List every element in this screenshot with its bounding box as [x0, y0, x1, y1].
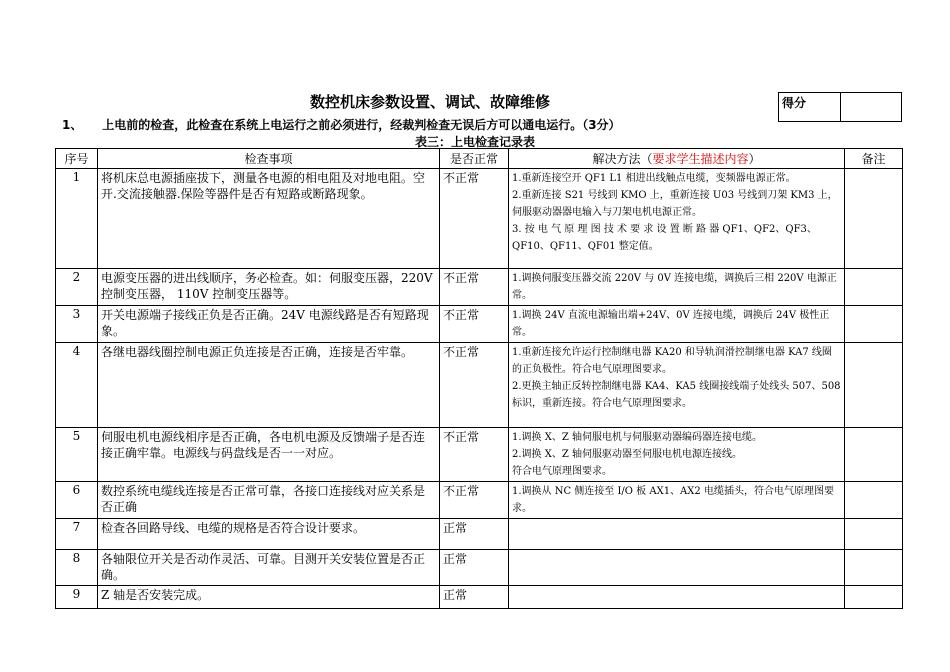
header-status: 是否正常	[440, 149, 509, 169]
table-row	[56, 269, 903, 306]
row-index: 3	[56, 306, 98, 343]
row-status: 不正常	[440, 169, 509, 269]
solution-line: 1.重新连接空开 QF1 L1 相进出线触点电缆，变频器电源正常。	[512, 173, 796, 184]
header-remark: 备注	[845, 149, 903, 169]
row-remark	[845, 482, 903, 519]
question-line	[62, 116, 621, 133]
solution-line: 1.重新连接允许运行控制继电器 KA20 和导轨润滑控制继电器 KA7 线圈的正负极性。符合电气原理图要求。	[512, 347, 832, 375]
inspection-table	[55, 148, 903, 609]
solution-line: 2.调换 X、Z 轴伺服驱动器至伺服电机电源连接线。	[512, 449, 742, 460]
row-remark	[845, 586, 903, 609]
row-index: 8	[56, 550, 98, 586]
row-index: 4	[56, 343, 98, 428]
solution-line: 1.调换 X、Z 轴伺服电机与伺服驱动器编码器连接电缆。	[512, 432, 762, 443]
row-index: 2	[56, 269, 98, 306]
score-value-cell[interactable]	[841, 93, 901, 121]
row-status: 不正常	[440, 306, 509, 343]
header-item: 检查事项	[98, 149, 440, 169]
table-row	[56, 482, 903, 519]
table-row	[56, 343, 903, 428]
row-check-item: 开关电源端子接线正负是否正确。24V 电源线路是否有短路现象。	[98, 306, 440, 343]
solution-line: 符合电气原理图要求。	[512, 466, 612, 477]
row-solution	[509, 169, 845, 269]
table-row	[56, 428, 903, 482]
row-remark	[845, 428, 903, 482]
question-number: 1、	[62, 118, 83, 132]
solution-line: 1.调换从 NC 侧连接至 I/O 板 AX1、AX2 电缆插头，符合电气原理图要求。	[512, 486, 834, 514]
score-label: 得分	[779, 93, 841, 121]
question-text: 上电前的检查，此检查在系统上电运行之前必须进行，经裁判检查无误后方可以通电运行。（3分）	[102, 118, 621, 132]
row-status: 正常	[440, 550, 509, 586]
solution-line: 2.重新连接 S21 号线到 KMO 上，重新连接 U03 号线到刀架 KM3 上，伺服驱动器器电输入与刀架电机电源正常。	[512, 190, 838, 218]
table-caption: 表三：上电检查记录表	[415, 135, 536, 149]
table-row	[56, 169, 903, 269]
table-row	[56, 519, 903, 550]
row-check-item: 各轴限位开关是否动作灵活、可靠。目测开关安装位置是否正确。	[98, 550, 440, 586]
row-index: 7	[56, 519, 98, 550]
row-index: 9	[56, 586, 98, 609]
solution-line: 1.调换伺服变压器交流 220V 与 0V 连接电缆，调换后三相 220V 电源正常。	[512, 273, 837, 301]
table-header-row	[56, 149, 903, 169]
row-status: 不正常	[440, 343, 509, 428]
row-check-item: 电源变压器的进出线顺序，务必检查。如：伺服变压器，220V 控制变压器， 110V 控制变压器等。	[98, 269, 440, 306]
header-solution-note: 要求学生描述内容	[652, 152, 749, 166]
row-index: 6	[56, 482, 98, 519]
row-remark	[845, 343, 903, 428]
row-solution	[509, 306, 845, 343]
row-status: 正常	[440, 519, 509, 550]
solution-line: 2.更换主轴正反转控制继电器 KA4、KA5 线圈接线端子处线头 507、508 标识，重新连接。符合电气原理图要求。	[512, 381, 841, 409]
row-index: 1	[56, 169, 98, 269]
row-solution	[509, 550, 845, 586]
solution-line: 1.调换 24V 直流电源输出端+24V、0V 连接电缆，调换后 24V 极性正常。	[512, 310, 830, 338]
row-solution	[509, 343, 845, 428]
header-index: 序号	[56, 149, 98, 169]
row-remark	[845, 169, 903, 269]
row-check-item: 将机床总电源插座拔下，测量各电源的相电阻及对地电阻。空开.交流接触器.保险等器件是否有短路或断路现象。	[98, 169, 440, 269]
row-status: 不正常	[440, 482, 509, 519]
table-row	[56, 550, 903, 586]
row-index: 5	[56, 428, 98, 482]
row-status: 正常	[440, 586, 509, 609]
table-row	[56, 306, 903, 343]
row-check-item: 伺服电机电源线相序是否正确，各电机电源及反馈端子是否连接正确牢靠。电源线与码盘线是否一一对应。	[98, 428, 440, 482]
row-solution	[509, 586, 845, 609]
row-status: 不正常	[440, 269, 509, 306]
row-remark	[845, 269, 903, 306]
row-status: 不正常	[440, 428, 509, 482]
row-check-item: Z 轴是否安装完成。	[98, 586, 440, 609]
header-solution-end: ）	[748, 152, 761, 166]
row-solution	[509, 428, 845, 482]
row-solution	[509, 482, 845, 519]
document-title: 数控机床参数设置、调试、故障维修	[309, 93, 550, 111]
row-remark	[845, 519, 903, 550]
row-remark	[845, 550, 903, 586]
row-check-item: 各继电器线圈控制电源正负连接是否正确，连接是否牢靠。	[98, 343, 440, 428]
solution-line: 3. 按 电 气 原 理 图 技 术 要 求 设 置 断 路 器 QF1、QF2、QF3、QF10、QF11、QF01 整定值。	[512, 224, 817, 252]
header-solution-text: 解决方法（	[592, 152, 653, 166]
row-check-item: 数控系统电缆线连接是否正常可靠，各接口连接线对应关系是否正确	[98, 482, 440, 519]
score-box	[778, 92, 902, 122]
row-solution	[509, 269, 845, 306]
row-remark	[845, 306, 903, 343]
table-row	[56, 586, 903, 609]
header-solution	[509, 149, 845, 169]
row-check-item: 检查各回路导线、电缆的规格是否符合设计要求。	[98, 519, 440, 550]
row-solution	[509, 519, 845, 550]
